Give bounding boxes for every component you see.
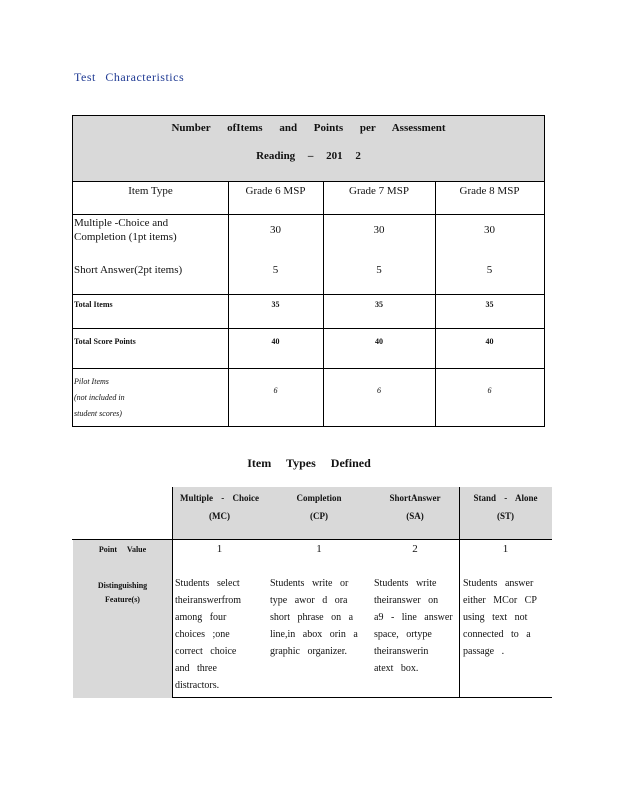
feature-line: among four [175, 612, 227, 623]
header-line: (CP) [310, 511, 328, 521]
value-cell: 30 [270, 224, 281, 236]
header-line: (ST) [496, 511, 514, 521]
feature-line: theiranswerin [374, 646, 429, 657]
row-label-line: student scores) [74, 409, 122, 418]
feature-line: connected to a [463, 629, 531, 640]
header-line: Completion [296, 493, 342, 503]
feature-line: Students answer [463, 578, 534, 589]
col-header-grade8: Grade 8 MSP [459, 185, 520, 197]
point-value-mc: 1 [216, 543, 223, 555]
value-cell: 40 [375, 337, 383, 346]
table-subtitle: Reading – 201 2 [256, 150, 361, 162]
item-types-table [172, 487, 552, 698]
row-label-line: Pilot Items [74, 377, 109, 386]
feature-line: graphic organizer. [270, 646, 348, 657]
value-cell: 40 [271, 337, 280, 346]
feature-line: a9 - line answer [374, 612, 453, 623]
header-line: ShortAnswer [389, 493, 441, 503]
feature-line: correct choice [175, 646, 237, 657]
header-cp [267, 487, 371, 539]
value-cell: 30 [484, 224, 495, 236]
value-cell: 5 [272, 264, 279, 276]
feature-mc [175, 575, 265, 694]
point-value-cp: 1 [316, 543, 322, 555]
feature-line: theiranswer on [374, 595, 439, 606]
section-heading: Test Characteristics [74, 70, 185, 84]
point-value-st: 1 [502, 543, 509, 555]
feature-st [463, 575, 551, 660]
value-cell: 35 [271, 300, 280, 309]
feature-line: type awor d ora [270, 595, 348, 606]
col-header-grade7: Grade 7 MSP [349, 185, 409, 197]
value-cell: 35 [375, 300, 383, 309]
feature-line: Students select [175, 578, 240, 589]
value-cell: 6 [377, 386, 381, 395]
table-title-bar [73, 116, 544, 182]
row-label-line: Multiple -Choice and [74, 217, 169, 229]
row-label-sa: Short Answer(2pt items) [74, 264, 183, 276]
point-value-sa: 2 [412, 543, 418, 555]
value-cell: 6 [273, 386, 278, 395]
row-label-total-items: Total Items [74, 300, 113, 309]
header-line: (MC) [209, 511, 230, 521]
feature-sa [374, 575, 458, 677]
header-st [459, 487, 552, 539]
feature-line: using text not [463, 612, 528, 623]
row-label-line: Completion (1pt items) [74, 231, 177, 243]
row-label-point-value: Point Value [98, 545, 147, 554]
feature-line: choices ;one [175, 629, 230, 640]
value-cell: 5 [486, 264, 493, 276]
value-cell: 35 [485, 300, 494, 309]
item-types-title: Item Types Defined [247, 456, 371, 470]
feature-line: theiranswerfrom [175, 595, 242, 606]
feature-line: line,in abox orin a [270, 629, 358, 640]
row-label-features [73, 579, 172, 607]
header-line: Stand - Alone [473, 493, 538, 503]
row-labels-column [73, 539, 172, 698]
feature-line: distractors. [175, 680, 220, 691]
feature-line: atext box. [374, 663, 419, 674]
feature-line: Students write or [270, 578, 349, 589]
row-label-mc [74, 217, 228, 243]
feature-cp [270, 575, 370, 660]
feature-line: and three [175, 663, 217, 674]
header-mc [172, 487, 267, 539]
col-header-grade6: Grade 6 MSP [245, 185, 306, 197]
feature-line: passage . [463, 646, 505, 657]
items-points-table [72, 115, 545, 427]
feature-line: space, ortype [374, 629, 432, 640]
col-header-item-type: Item Type [128, 185, 173, 197]
row-label-line: Feature(s) [105, 595, 140, 604]
feature-line: either MCor CP [463, 595, 537, 606]
feature-line: Students write [374, 578, 437, 589]
row-label-line: Distinguishing [97, 581, 148, 590]
feature-line: short phrase on a [270, 612, 354, 623]
row-label-line: (not included in [74, 393, 125, 402]
header-sa [371, 487, 459, 539]
row-label-pilot [74, 374, 228, 422]
row-label-total-score: Total Score Points [74, 337, 136, 346]
header-line: Multiple - Choice [180, 493, 259, 503]
header-line: (SA) [406, 511, 424, 521]
value-cell: 30 [373, 224, 385, 236]
value-cell: 40 [485, 337, 494, 346]
value-cell: 5 [376, 264, 382, 276]
table-title: Number ofItems and Points per Assessment [171, 122, 446, 134]
value-cell: 6 [487, 386, 492, 395]
